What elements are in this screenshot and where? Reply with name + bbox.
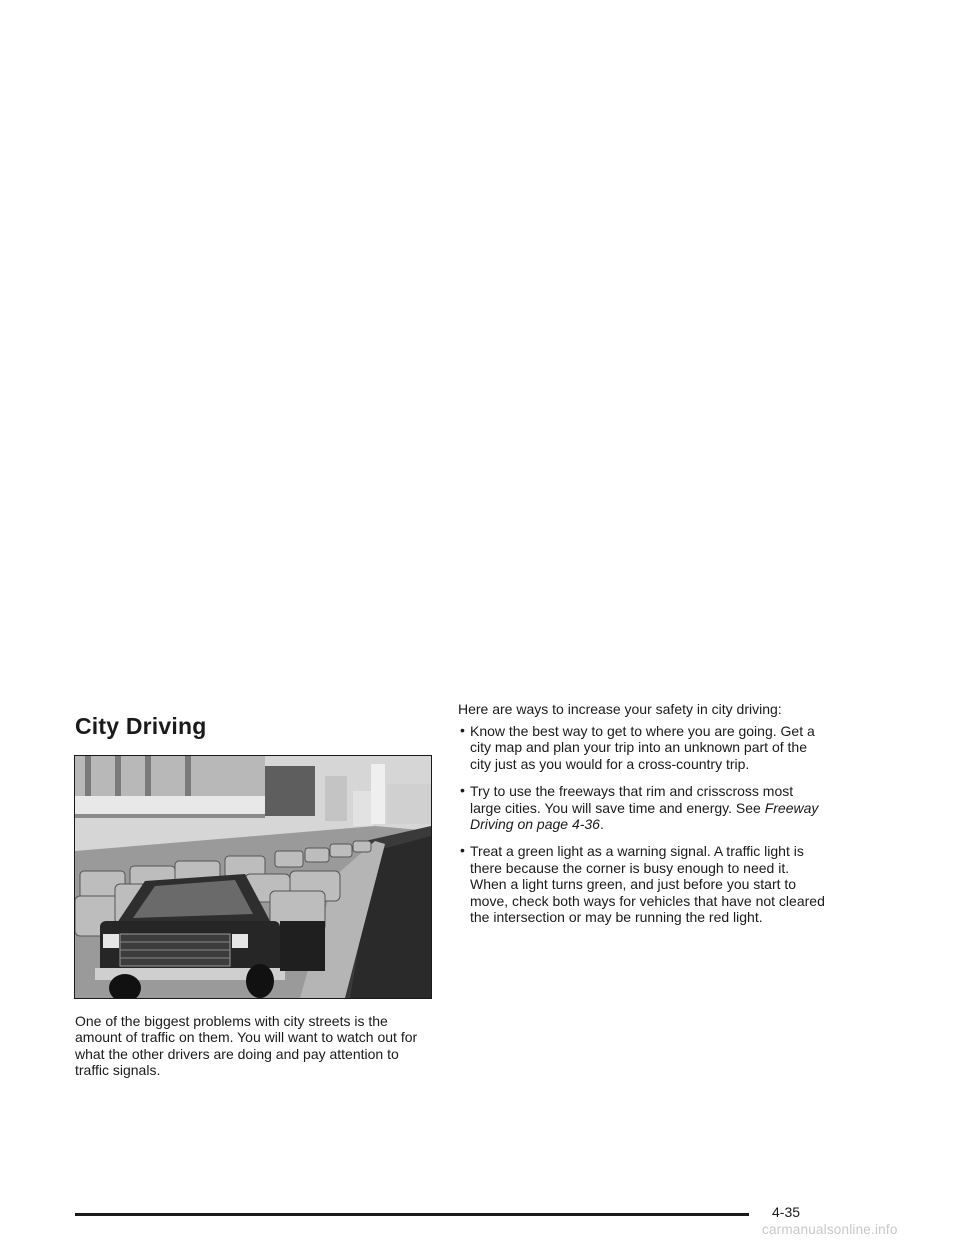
footer-divider xyxy=(75,1213,749,1216)
bullet-icon: • xyxy=(460,782,465,799)
list-item-text: Try to use the freeways that rim and crisscross most large cities. You will save time and energy. See xyxy=(470,783,794,816)
city-traffic-illustration xyxy=(74,755,432,999)
list-item xyxy=(458,843,828,925)
bullet-icon: • xyxy=(460,842,465,859)
page-title: City Driving xyxy=(75,713,207,739)
safety-tips-list xyxy=(458,723,828,936)
page-number: 4-35 xyxy=(772,1204,801,1220)
list-item-text: Know the best way to get to where you are going. Get a city map and plan your trip into an unknown part of the city just as you would for a cross-country trip. xyxy=(470,723,815,772)
watermark: carmanualsonline.info xyxy=(762,1222,898,1237)
list-item xyxy=(458,783,828,832)
bullet-icon: • xyxy=(460,722,465,738)
list-item xyxy=(458,723,828,772)
list-item-text: Treat a green light as a warning signal. A traffic light is there because the corner is busy enough to need it. When a light turns green, and just before you start to move, check both ways for vehicles that have not cleared the intersection or may be running the red light. xyxy=(470,843,825,926)
tips-intro: Here are ways to increase your safety in city driving: xyxy=(458,701,782,717)
list-item-text-end: . xyxy=(599,816,604,833)
intro-paragraph: One of the biggest problems with city streets is the amount of traffic on them. You will want to watch out for what the other drivers are doing and pay attention to traffic signals. xyxy=(75,1013,418,1079)
traffic-jam-image xyxy=(75,756,431,998)
page-reference-link[interactable]: Freeway Driving on page 4-36 xyxy=(470,799,819,833)
